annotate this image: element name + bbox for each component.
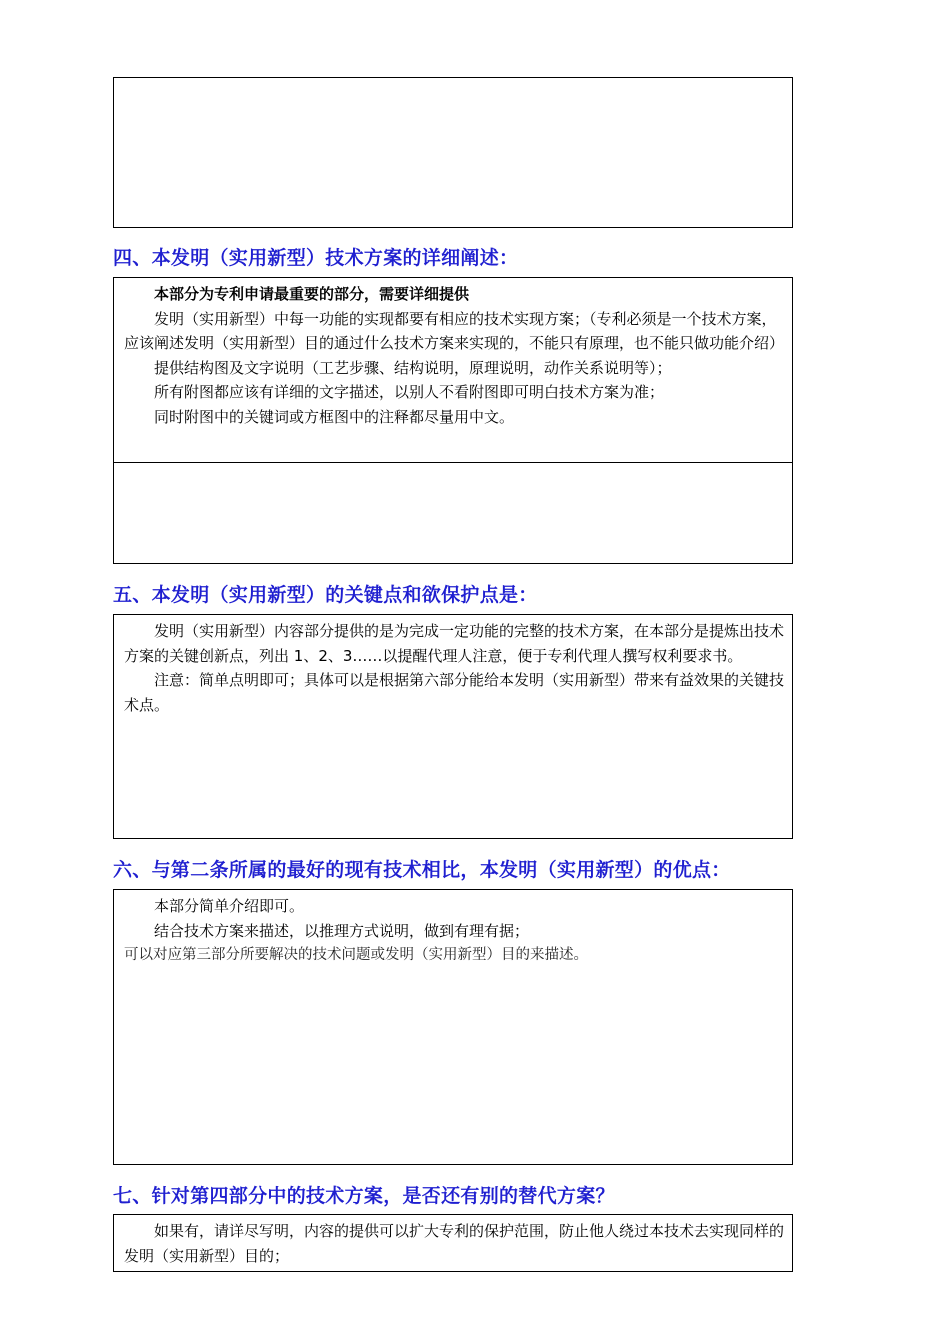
section-6-box[interactable] (113, 889, 793, 1165)
section-6-paragraph-2: 结合技术方案来描述，以推理方式说明，做到有理有据； (154, 921, 530, 940)
section-4-paragraph-2: 提供结构图及文字说明（工艺步骤、结构说明，原理说明，动作关系说明等）； (154, 358, 672, 377)
section-5-heading: 五、本发明（实用新型）的关键点和欲保护点是： (113, 584, 538, 606)
section-7-box[interactable] (113, 1214, 793, 1272)
section-6-instructions (114, 890, 792, 968)
section-6-heading: 六、与第二条所属的最好的现有技术相比，本发明（实用新型）的优点： (113, 859, 731, 881)
previous-section-empty-box (113, 77, 793, 228)
section-4-heading: 四、本发明（实用新型）技术方案的详细阐述： (113, 247, 519, 269)
section-5-paragraph-1: 发明（实用新型）内容部分提供的是为完成一定功能的完整的技术方案，在本部分是提炼出技术方案的关键创新点，列出 1、2、3……以提醒代理人注意，便于专利代理人撰写权利要求书。 (124, 622, 785, 665)
section-7-paragraph-1: 如果有，请详尽写明，内容的提供可以扩大专利的保护范围，防止他人绕过本技术去实现同样的发明（实用新型）目的； (124, 1222, 785, 1265)
section-4-box (113, 277, 793, 564)
section-6-paragraph-3: 可以对应第三部分所要解决的技术问题或发明（实用新型）目的来描述。 (124, 947, 588, 963)
section-4-paragraph-3: 所有附图都应该有详细的文字描述，以别人不看附图即可明白技术方案为准； (154, 383, 665, 401)
section-5-instructions (114, 615, 792, 717)
section-5-paragraph-2: 注意：简单点明即可；具体可以是根据第六部分能给本发明（实用新型）带来有益效果的关键技术点。 (124, 671, 785, 714)
section-5-box[interactable] (113, 614, 793, 839)
section-7-instructions (114, 1215, 792, 1268)
section-6-paragraph-1: 本部分简单介绍即可。 (154, 897, 305, 915)
section-7-heading: 七、针对第四部分中的技术方案，是否还有别的替代方案？ (113, 1185, 615, 1207)
section-4-paragraph-1: 发明（实用新型）中每一功能的实现都要有相应的技术实现方案；（专利必须是一个技术方案，应该阐述发明（实用新型）目的通过什么技术方案来实现的，不能只有原理，也不能只做功能介绍） (124, 309, 785, 352)
section-4-lead: 本部分为专利申请最重要的部分，需要详细提供 (154, 285, 470, 303)
section-4-instructions (114, 278, 792, 462)
section-4-answer-area[interactable] (114, 462, 792, 563)
section-4-paragraph-4: 同时附图中的关键词或方框图中的注释都尽量用中文。 (154, 407, 515, 426)
